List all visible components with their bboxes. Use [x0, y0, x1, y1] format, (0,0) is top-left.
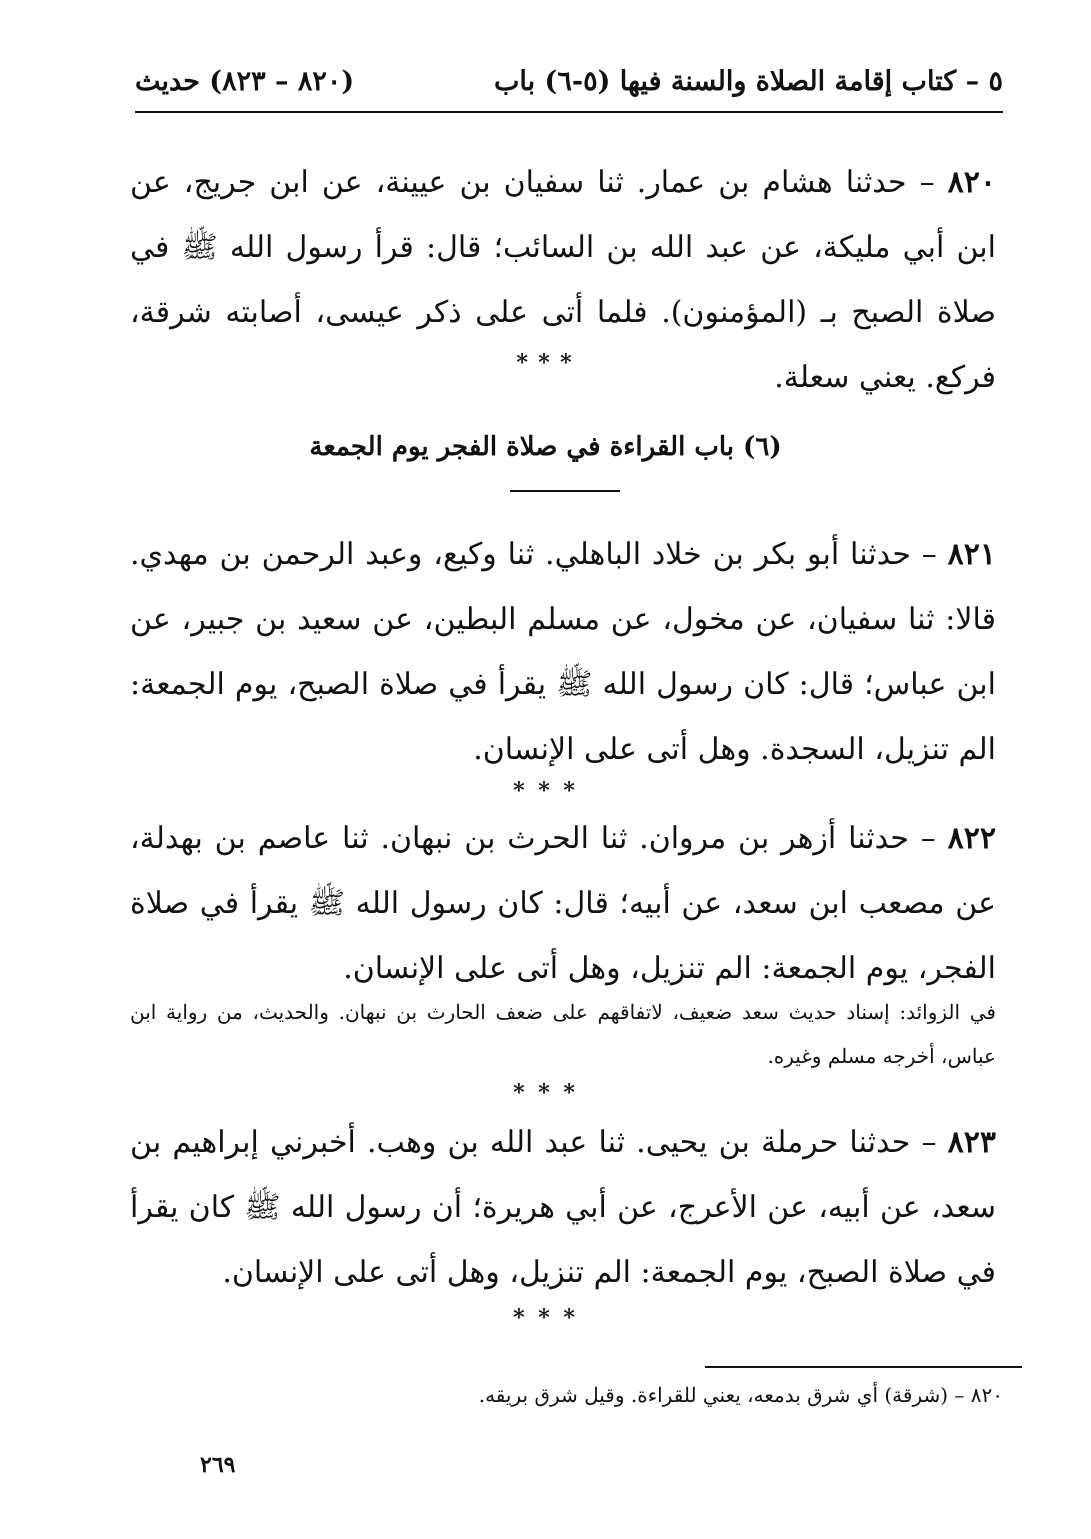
chapter-heading: (٦) باب القراءة في صلاة الفجر يوم الجمعة: [309, 432, 782, 462]
running-header: [135, 62, 1003, 102]
hadith-text: – حدثنا هشام بن عمار. ثنا سفيان بن عيينة، عن ابن جريج، عن ابن أبي مليكة، عن عبد الله بن السائب؛ قال: قرأ رسول الله ﷺ في صلاة الصبح بـ (المؤمنون). فلما أتى على ذكر عيسى، أصابته شرقة، فركع. يعني سعلة.: [130, 165, 996, 395]
separator-stars: * * *: [513, 1080, 578, 1106]
hadith-821: [130, 522, 996, 782]
separator-stars: * * *: [513, 778, 578, 804]
zawaid-note: في الزوائد: إسناد حديث سعد ضعيف، لاتفاقهم على ضعف الحارث بن نبهان. والحديث، من رواية ابن عباس، أخرجه مسلم وغيره.: [130, 1000, 996, 1068]
separator-stars: * * *: [516, 350, 575, 376]
hadith-823: [130, 1110, 996, 1305]
footnote: ٨٢٠ – (شرقة) أي شرق بدمعه، يعني للقراءة. وقيل شرق بريقه.: [478, 1383, 1003, 1407]
header-hadith-range: (٨٢٠ – ٨٢٣) حديث: [135, 66, 355, 97]
hadith-number: ٨٢٢: [947, 821, 996, 856]
footnote-rule: [705, 1366, 1022, 1368]
hadith-822: [130, 806, 996, 1001]
hadith-number: ٨٢٠: [947, 165, 996, 200]
hadith-number: ٨٢١: [947, 537, 996, 572]
hadith-text: – حدثنا أبو بكر بن خلاد الباهلي. ثنا وكيع، وعبد الرحمن بن مهدي. قالا: ثنا سفيان، عن مخول، عن مسلم البطين، عن سعيد بن جبير، عن ابن عباس؛ قال: كان رسول الله ﷺ يقرأ في صلاة الصبح، يوم الجمعة: الم تنزيل، السجدة. وهل أتى على الإنسان.: [130, 537, 996, 767]
hadith-text: – حدثنا حرملة بن يحيى. ثنا عبد الله بن وهب. أخبرني إبراهيم بن سعد، عن أبيه، عن الأعرج، عن أبي هريرة؛ أن رسول الله ﷺ كان يقرأ في صلاة الصبح، يوم الجمعة: الم تنزيل، وهل أتى على الإنسان.: [130, 1125, 996, 1290]
hadith-number: ٨٢٣: [947, 1125, 996, 1160]
hadith-text: – حدثنا أزهر بن مروان. ثنا الحرث بن نبهان. ثنا عاصم بن بهدلة، عن مصعب ابن سعد، عن أبيه؛ قال: كان رسول الله ﷺ يقرأ في صلاة الفجر، يوم الجمعة: الم تنزيل، وهل أتى على الإنسان.: [130, 821, 997, 986]
page-number: ٢٦٩: [200, 1452, 236, 1478]
chapter-rule: [510, 490, 620, 492]
header-rule: [135, 111, 1003, 113]
separator-stars: * * *: [513, 1305, 578, 1331]
header-book-title: ٥ – كتاب إقامة الصلاة والسنة فيها (٥-٦) باب: [493, 66, 1003, 97]
